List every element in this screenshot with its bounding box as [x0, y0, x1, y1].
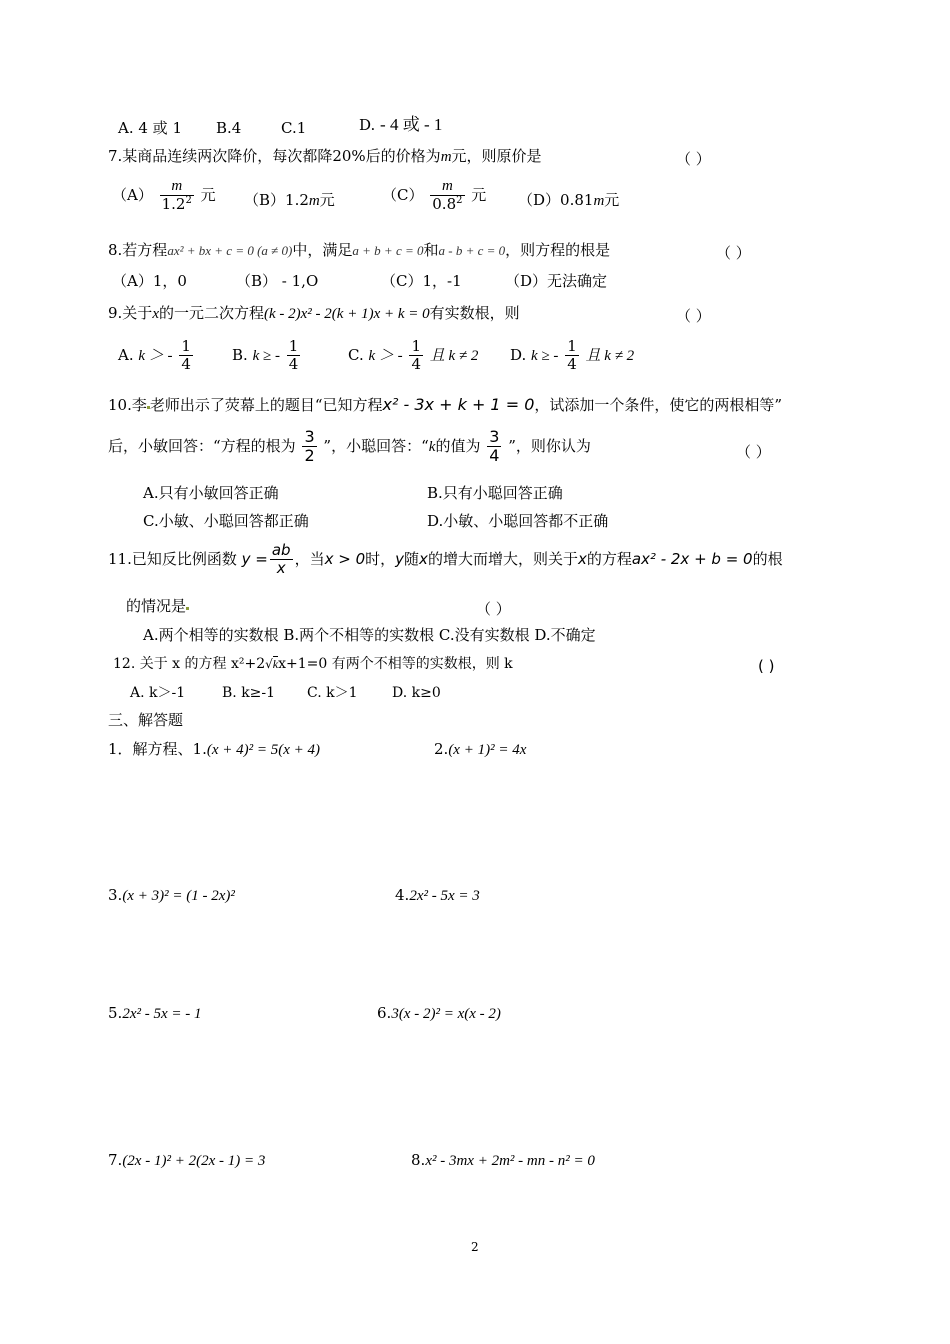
solve-p4-equation: 2x² - 5x = 3: [409, 888, 480, 904]
q11-tail-text: 的根: [752, 549, 783, 568]
solve-p1-label: 1．解方程、1.: [108, 740, 207, 758]
q11-line-1: [108, 542, 783, 578]
q7-option-d-value: 0.81: [560, 191, 594, 209]
page-number: 2: [471, 1240, 479, 1254]
q11-numerator: ab: [271, 541, 291, 559]
q9-answer-paren: （ ）: [676, 307, 711, 325]
q11-options: A.两个相等的实数根 B.两个不相等的实数根 C.没有实数根 D.不确定: [143, 626, 596, 644]
q9-option-d: [510, 338, 634, 374]
q9-option-c: [348, 338, 478, 374]
q8-tail-text: ，则方程的根是: [505, 241, 611, 259]
q10-f1-denominator: 2: [304, 446, 315, 466]
q7-option-b-value: 1.2: [285, 191, 309, 209]
q7-option-c-fraction: $\frac{m}{0.8^2}$: [432, 178, 463, 214]
q9-b-denominator: 4: [288, 355, 299, 374]
q12-sqrt-radicand: k: [272, 657, 279, 671]
q12-stem-text-2: x+1=0 有两个不相等的实数根，则 k: [278, 656, 513, 672]
q9-option-a: [118, 338, 195, 374]
q8-condition-1: a + b + c = 0: [352, 243, 424, 258]
solve-problem-4: [395, 887, 480, 905]
q8-option-a: （A）1，0: [112, 272, 187, 290]
q12-option-d: D. k≥0: [392, 685, 441, 701]
q11-mid-text-5: 的方程: [586, 549, 632, 568]
q7-option-b: [244, 192, 335, 210]
q7-option-a-fraction: $\frac{m}{1.2^2}$: [161, 178, 192, 214]
q12-option-c: C. k＞1: [307, 685, 358, 701]
q12-stem: [113, 657, 513, 672]
q11-line-2-text: 的情况是: [126, 597, 187, 615]
q8-and: 和: [423, 241, 439, 259]
q7-option-a-label: （A）: [112, 185, 153, 204]
q10-f2-denominator: 4: [489, 446, 500, 466]
q7-option-d-var: m: [593, 193, 605, 209]
q12-stem-text: 12. 关于 x 的方程 x²+2: [113, 656, 266, 672]
q6-option-d-label: D.: [359, 116, 376, 134]
q9-b-numerator: 1: [288, 337, 299, 355]
q11-x-var: x: [419, 549, 428, 568]
section-3-heading: 三、解答题: [108, 711, 184, 729]
solve-p8-label: 8.: [411, 1151, 426, 1169]
q7-a-denominator: 1.2: [161, 195, 186, 214]
q12-sqrt: √k: [265, 657, 279, 671]
q11-marker-dot: [186, 607, 189, 610]
q6-option-b: B.4: [216, 119, 242, 137]
q10-option-b: B.只有小聪回答正确: [427, 484, 563, 502]
q9-a-denominator: 4: [181, 355, 191, 374]
q7-stem-text-3: 元，则原价是: [451, 147, 542, 165]
q11-y-eq: y =: [241, 549, 268, 568]
q11-fraction: [270, 542, 293, 578]
solve-p5-label: 5.: [108, 1004, 123, 1022]
q11-denominator: x: [276, 559, 286, 578]
solve-problem-6: [377, 1005, 501, 1023]
q6-option-c: C.1: [281, 119, 307, 137]
q6-option-d: [359, 116, 442, 135]
q10-text-1: 老师出示了荧幕上的题目“已知方程: [149, 396, 383, 414]
q9-option-c-tail: 且 k ≠ 2: [429, 347, 479, 364]
q8-stem: [108, 242, 610, 259]
q7-answer-paren: （ ）: [676, 150, 711, 168]
q11-y-var: y: [395, 549, 405, 568]
q7-option-c: [382, 178, 486, 214]
q7-option-d-unit: 元: [604, 191, 620, 209]
q10-text-5: 的值为: [435, 436, 481, 455]
q10-k-var: k: [428, 438, 436, 455]
solve-p6-label: 6.: [377, 1004, 392, 1022]
q9-option-d-fraction: [565, 338, 579, 374]
solve-p7-label: 7.: [108, 1151, 123, 1169]
q9-tail-text: 有实数根，则: [429, 304, 520, 322]
q7-option-a-unit: 元: [200, 185, 216, 204]
q12-option-b: B. k≥-1: [222, 685, 276, 701]
q9-stem-text: 9.关于: [108, 304, 153, 322]
q9-c-numerator: 1: [411, 337, 421, 355]
q9-option-d-tail: 且 k ≠ 2: [585, 347, 635, 364]
q11-x-var-2: x: [577, 549, 587, 568]
q9-option-b-fraction: [287, 338, 301, 374]
q10-text-2: ，试添加一个条件，使它的两根相等”: [534, 396, 783, 414]
solve-p4-label: 4.: [395, 886, 410, 904]
q9-option-a-relation: k ＞ -: [138, 347, 173, 364]
q9-option-c-relation: k ＞ -: [368, 347, 403, 364]
q9-option-d-relation: k ≥ -: [531, 347, 559, 364]
q9-stem-text-2: 的一元二次方程: [158, 304, 264, 322]
q9-option-d-label: D.: [510, 345, 527, 364]
q7-option-d: [518, 192, 619, 210]
solve-p3-equation: (x + 3)² = (1 - 2x)²: [122, 888, 235, 904]
q9-option-b: [232, 338, 302, 374]
q11-mid-text-2: 时，: [365, 549, 396, 568]
q7-option-c-label: （C）: [382, 185, 424, 204]
q7-option-d-label: （D）: [518, 191, 561, 209]
q7-option-a: [112, 178, 216, 214]
q7-stem: [108, 148, 542, 166]
q7-option-b-unit: 元: [319, 191, 335, 209]
q10-f1-numerator: 3: [304, 427, 315, 446]
q10-line-1: [108, 396, 782, 414]
q11-mid-text-3: 随: [404, 549, 420, 568]
solve-p3-label: 3.: [108, 886, 123, 904]
q9-option-a-label: A.: [118, 345, 134, 364]
solve-problem-3: [108, 887, 235, 905]
q10-line-2: [108, 428, 591, 466]
q8-stem-text: 8.若方程: [108, 241, 168, 259]
solve-p1-equation: (x + 4)² = 5(x + 4): [206, 742, 321, 758]
solve-p2-equation: (x + 1)² = 4x: [448, 742, 527, 758]
q8-mid-text: 中，满足: [292, 241, 353, 259]
solve-p5-equation: 2x² - 5x = - 1: [122, 1006, 202, 1022]
q9-d-numerator: 1: [567, 337, 577, 355]
q10-option-d: D.小敏、小聪回答都不正确: [427, 512, 609, 530]
q11-condition: x > 0: [324, 549, 366, 568]
q10-option-a: A.只有小敏回答正确: [143, 484, 279, 502]
q11-line-2: [126, 598, 189, 615]
q11-mid-text-4: 的增大而增大，则关于: [427, 549, 578, 568]
q9-option-b-relation: k ≥ -: [252, 347, 280, 364]
q7-c-numerator: m: [430, 178, 464, 196]
q7-a-numerator: m: [160, 178, 194, 196]
solve-problem-8: [411, 1152, 595, 1170]
q8-option-b: （B） - 1,O: [236, 272, 319, 290]
q8-option-c: （C）1，-1: [381, 272, 462, 290]
q11-stem-text: 11.已知反比例函数: [108, 549, 237, 568]
q9-option-b-label: B.: [232, 345, 248, 364]
q9-equation: (k - 2)x² - 2(k + 1)x + k = 0: [264, 306, 430, 322]
q11-equation: ax² - 2x + b = 0: [631, 549, 753, 568]
q9-d-denominator: 4: [567, 355, 577, 374]
q10-fraction-1: [302, 428, 316, 466]
solve-p8-equation: x² - 3mx + 2m² - mn - n² = 0: [425, 1153, 595, 1169]
q10-text-6: ”，则你认为: [508, 436, 591, 455]
q10-option-c: C.小敏、小聪回答都正确: [143, 512, 309, 530]
q10-fraction-2: [487, 428, 501, 466]
solve-problem-7: [108, 1152, 265, 1170]
q6-option-d-math: - 4 或 - 1: [380, 115, 443, 134]
q9-var: x: [152, 306, 159, 322]
solve-p7-equation: (2x - 1)² + 2(2x - 1) = 3: [122, 1153, 266, 1169]
q9-c-denominator: 4: [411, 355, 421, 374]
q10-number: 10.李: [108, 396, 147, 414]
q12-option-a: A. k＞-1: [130, 685, 186, 701]
q11-mid-text: ，当: [294, 549, 325, 568]
q9-option-a-fraction: [179, 338, 193, 374]
q10-text-4: ”，小聪回答：“: [323, 436, 429, 455]
q9-a-numerator: 1: [181, 337, 191, 355]
q7-option-b-label: （B）: [244, 191, 286, 209]
q7-percent: 20%: [332, 147, 366, 165]
solve-p6-equation: 3(x - 2)² = x(x - 2): [391, 1006, 501, 1022]
q9-stem: [108, 305, 520, 323]
q9-option-c-label: C.: [348, 345, 364, 364]
q8-equation: ax² + bx + c = 0 (a ≠ 0): [167, 243, 293, 258]
q12-answer-paren: ( ): [758, 657, 775, 675]
solve-problem-5: [108, 1005, 202, 1023]
q7-option-b-var: m: [308, 193, 320, 209]
q7-var: m: [440, 149, 452, 165]
q8-option-d: （D）无法确定: [505, 272, 608, 290]
q10-answer-paren: （ ）: [736, 443, 771, 461]
q7-option-c-unit: 元: [471, 185, 487, 204]
q9-option-c-fraction: [409, 338, 423, 374]
q10-equation: x² - 3x + k + 1 = 0: [382, 395, 535, 414]
q11-answer-paren: （ ）: [476, 600, 511, 618]
q7-stem-text: 7.某商品连续两次降价，每次都降: [108, 147, 333, 165]
solve-p2-label: 2.: [434, 740, 449, 758]
solve-problem-1: [108, 741, 320, 759]
q6-option-a: A. 4 或 1: [118, 119, 182, 137]
solve-problem-2: [434, 741, 526, 759]
q7-stem-text-2: 后的价格为: [365, 147, 441, 165]
q10-f2-numerator: 3: [489, 427, 500, 446]
q7-c-denominator: 0.8: [432, 195, 457, 214]
q10-text-3: 后，小敏回答：“方程的根为: [108, 436, 296, 455]
q8-answer-paren: （ ）: [716, 244, 751, 262]
q8-condition-2: a - b + c = 0: [438, 243, 506, 258]
